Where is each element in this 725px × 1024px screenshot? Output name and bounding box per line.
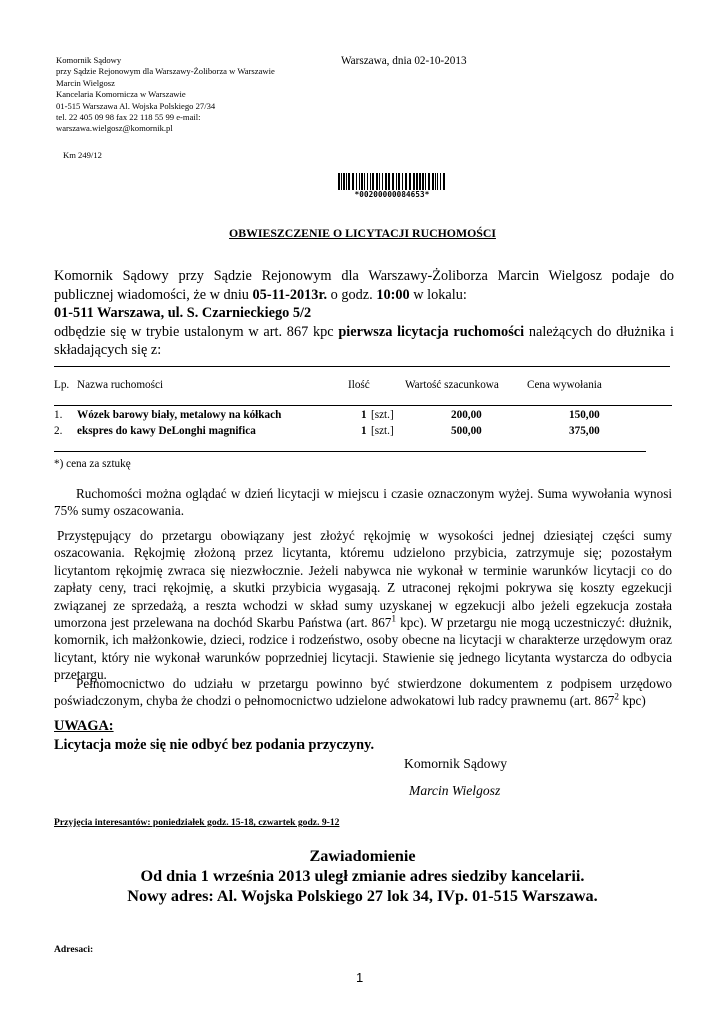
row-price: 375,00 (569, 425, 600, 437)
col-header-value: Wartość szacunkowa (405, 379, 499, 391)
barcode-text: *00200000084653* (354, 190, 430, 199)
sender-line: 01-515 Warszawa Al. Wojska Polskiego 27/34 (56, 100, 216, 111)
table-header-rule (54, 405, 672, 406)
page-title: OBWIESZCZENIE O LICYTACJI RUCHOMOŚCI (229, 226, 496, 240)
case-number: Km 249/12 (63, 150, 102, 160)
sender-email: warszawa.wielgosz@komornik.pl (56, 123, 173, 134)
page-number: 1 (356, 970, 364, 985)
recipients-label: Adresaci: (54, 944, 94, 955)
auction-time: 10:00 (376, 286, 410, 303)
intro-text: w lokalu: (409, 286, 467, 303)
row-value: 200,00 (451, 409, 482, 421)
warning-label: UWAGA: (54, 718, 114, 734)
proxy-paragraph (54, 675, 672, 710)
col-header-lp: Lp. (54, 379, 70, 391)
intro-text: o godz. (327, 286, 377, 303)
proxy-text: kpc) (619, 693, 646, 709)
notice-line: Od dnia 1 września 2013 uległ zmianie adres siedziby kancelarii. (140, 867, 585, 885)
row-value: 500,00 (451, 425, 482, 437)
notice (0, 846, 725, 906)
deposit-paragraph (54, 527, 672, 684)
sender-line: Kancelaria Komornicza w Warszawie (56, 89, 186, 100)
deposit-text: Przystępujący do przetargu obowiązany jest złożyć rękojmię w wysokości jednej dziesiątej części sumy oszacowania. Rękojmię złożoną przez licytanta, któremu udzielono przybicia, zatrzymuje się; pozostałym licytantom rękojmię zwraca się niezwłocznie. Jeżeli nabywca nie wykonał w terminie warunków licytacji co do zapłaty ceny, traci rękojmię, a skutki przybicia wygasają. Z utraconej rękojmi pokrywa się koszty egzekucji związanej ze sprzedażą, a reszta wchodzi w skład sumy uzyskanej w egzekucji albo jeżeli egzekucja została umorzona jest przelewana na dochód Skarbu Państwa (art. 867 (54, 528, 672, 631)
col-header-name: Nazwa ruchomości (77, 379, 164, 391)
col-header-price: Cena wywołania (527, 379, 602, 391)
row-unit: [szt.] (371, 425, 394, 437)
notice-line: Nowy adres: Al. Wojska Polskiego 27 lok 34, IVp. 01-515 Warszawa. (127, 887, 598, 905)
auction-date: 05-11-2013r. (252, 286, 328, 303)
row-lp: 2. (54, 425, 63, 437)
signature-role: Komornik Sądowy (404, 756, 508, 771)
place-date: Warszawa, dnia 02-10-2013 (341, 55, 467, 67)
table-bottom-rule (54, 451, 646, 452)
article-superscript: 1 (391, 614, 397, 625)
col-header-qty: Ilość (348, 379, 370, 391)
sender-line: Komornik Sądowy (56, 55, 122, 65)
notice-title: Zawiadomienie (309, 847, 416, 865)
sender-line: Marcin Wielgosz (56, 77, 115, 88)
deposit-text: kpc). W przetargu nie mogą uczestniczyć: dłużnik, komornik, ich małżonkowie, dzieci, rodzice i rodzeństwo, osoby obecne na licytacji w charakterze urzędowym oraz licytant, który nie wykonał warunków poprzedniej licytacji. Stawienie się jednego licytanta wystarcza do odbycia przetargu. (54, 615, 672, 683)
auction-city: 01-511 Warszawa (54, 305, 161, 321)
table-footnote: *) cena za sztukę (54, 458, 131, 470)
intro-text: odbędzie się w trybie ustalonym w art. 867 kpc (54, 323, 339, 340)
row-qty: 1 (361, 425, 367, 437)
article-superscript: 2 (614, 693, 620, 704)
viewing-paragraph: Ruchomości można oglądać w dzień licytacji w miejscu i czasie oznaczonym wyżej. Suma wywołania wynosi 75% sumy oszacowania. (54, 486, 672, 519)
auction-street: , ul. S. Czarnieckiego 5/2 (160, 305, 312, 321)
row-name: Wózek barowy biały, metalowy na kółkach (77, 409, 282, 421)
row-qty: 1 (361, 409, 367, 421)
intro-text: Komornik Sądowy przy Sądzie Rejonowym dla Warszawy-Żoliborza Marcin Wielgosz podaje do publicznej wiadomości, że w dniu (54, 268, 674, 303)
row-lp: 1. (54, 409, 63, 421)
items-table (0, 0, 725, 470)
office-hours: Przyjęcia interesantów: poniedziałek godz. 15-18, czwartek godz. 9-12 (54, 817, 340, 828)
row-name: ekspres do kawy DeLonghi magnifica (77, 425, 256, 437)
intro-text: należących do dłużnika i składających się z: (54, 323, 674, 358)
row-unit: [szt.] (371, 409, 394, 421)
sender-line: tel. 22 405 09 98 fax 22 118 55 99 e-mail: (56, 112, 201, 123)
signature-name: Marcin Wielgosz (409, 783, 501, 798)
proxy-text: Pełnomocnictwo do udziału w przetargu powinno być stwierdzone dokumentem z podpisem urzędowo poświadczonym, chyba że chodzi o pełnomocnictwo udzielone adwokatowi lub radcy prawnemu (art. 867 (54, 676, 672, 709)
warning-text: Licytacja może się nie odbyć bez podania przyczyny. (54, 737, 375, 753)
auction-mode: pierwsza licytacja ruchomości (338, 323, 525, 340)
row-price: 150,00 (569, 409, 600, 421)
sender-line: przy Sądzie Rejonowym dla Warszawy-Żoliborza w Warszawie (56, 66, 275, 77)
